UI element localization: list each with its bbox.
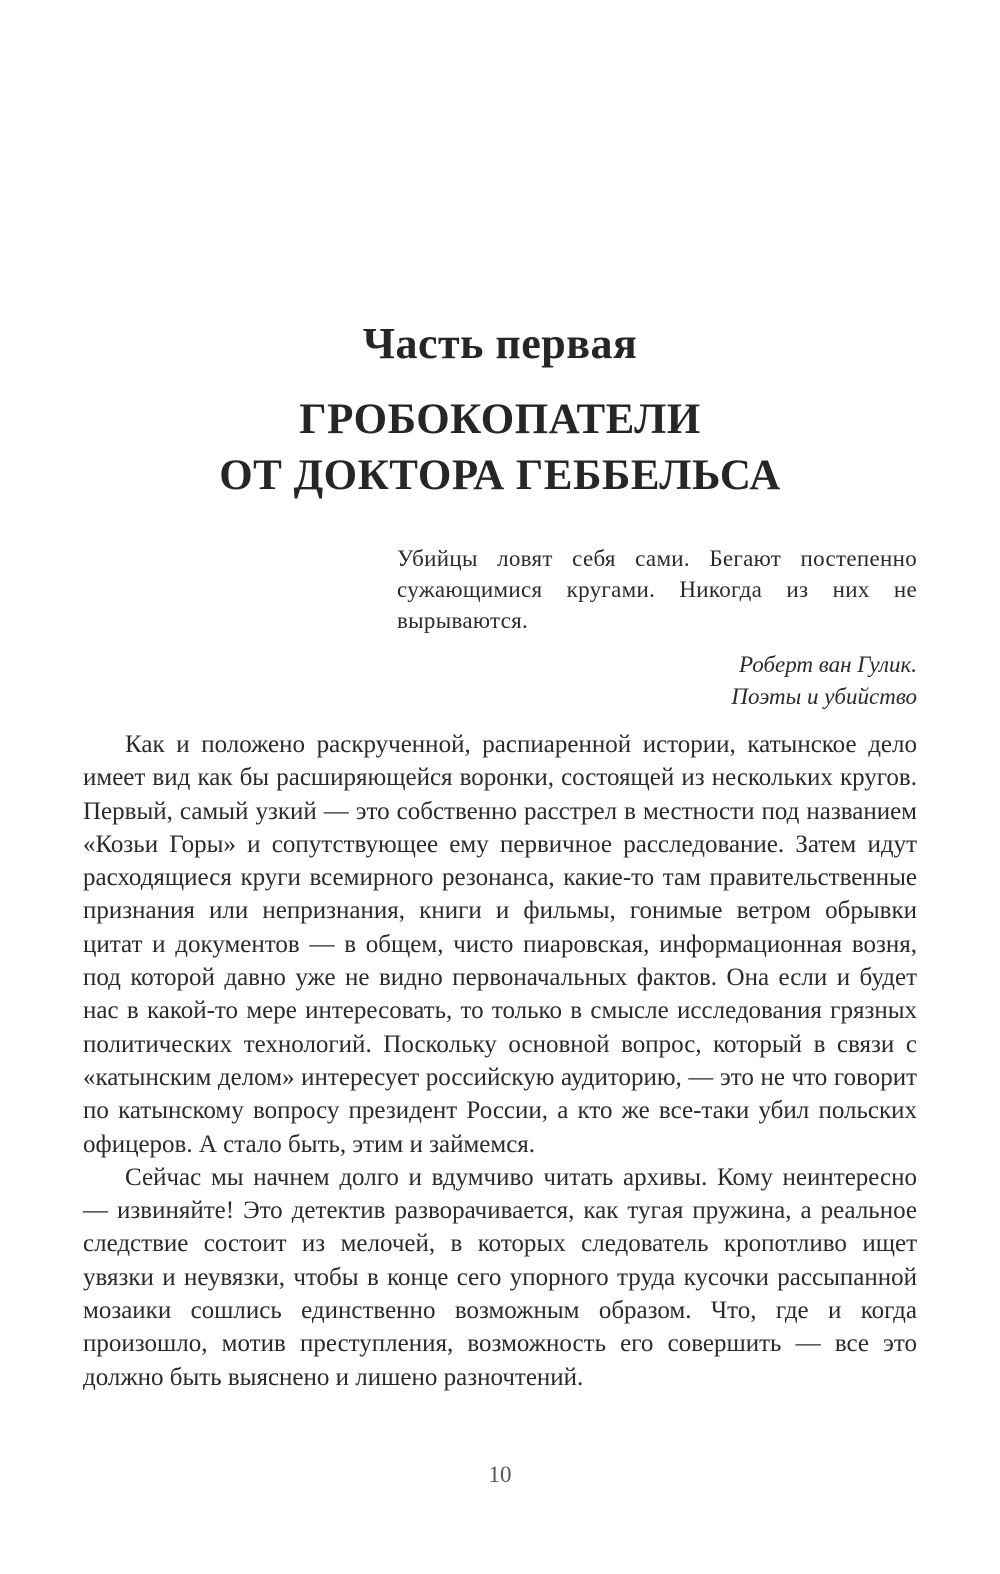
epigraph-work: Поэты и убийство [731, 684, 917, 709]
paragraph: Как и положено раскрученной, распиаренной истории, катынское дело имеет вид как бы расширяющейся воронки, состоящей из нескольких кругов. Первый, самый узкий — это собственно расстрел в местности под названием «Козьи Горы» и сопутствующее ему первичное расследование. Затем идут расходящиеся круги всемирного резонанса, какие-то там правительственные признания или непризнания, книги и фильмы, гонимые ветром обрывки цитат и документов — в общем, чисто пиаровская, информационная возня, под которой давно уже не видно первоначальных фактов. Она если и будет нас в какой-то мере интересовать, то только в смысле исследования грязных политических технологий. Поскольку основной вопрос, который в связи с «катынским делом» интересует российскую аудиторию, — это не что говорит по катынскому вопросу президент России, а кто же все-таки убил польских офицеров. А стало быть, этим и займемся. [83, 731, 917, 1158]
epigraph [397, 543, 917, 713]
part-title: Часть первая [362, 319, 638, 368]
chapter-title [0, 392, 1000, 504]
epigraph-author: Роберт ван Гулик. [739, 652, 917, 677]
paragraph: Сейчас мы начнем долго и вдумчиво читать архивы. Кому неинтересно — извиняйте! Это детектив разворачивается, как тугая пружина, а реальное следствие состоит из мелочей, в которых следователь кропотливо ищет увязки и неувязки, чтобы в конце сего упорного труда кусочки рассыпанной мозаики сошлись единственно возможным образом. Что, где и когда произошло, мотив преступления, возможность его совершить — все это должно быть выяснено и лишено разночтений. [83, 1163, 917, 1391]
epigraph-text: Убийцы ловят себя сами. Бегают постепенно сужающимися кругами. Никогда из них не вырываются. [397, 546, 917, 633]
page-number: 10 [488, 1462, 512, 1487]
body-text [83, 728, 917, 1394]
chapter-title-line-1: ГРОБОКОПАТЕЛИ [299, 396, 701, 443]
epigraph-source [397, 649, 917, 713]
chapter-title-line-2: ОТ ДОКТОРА ГЕББЕЛЬСА [219, 452, 781, 499]
